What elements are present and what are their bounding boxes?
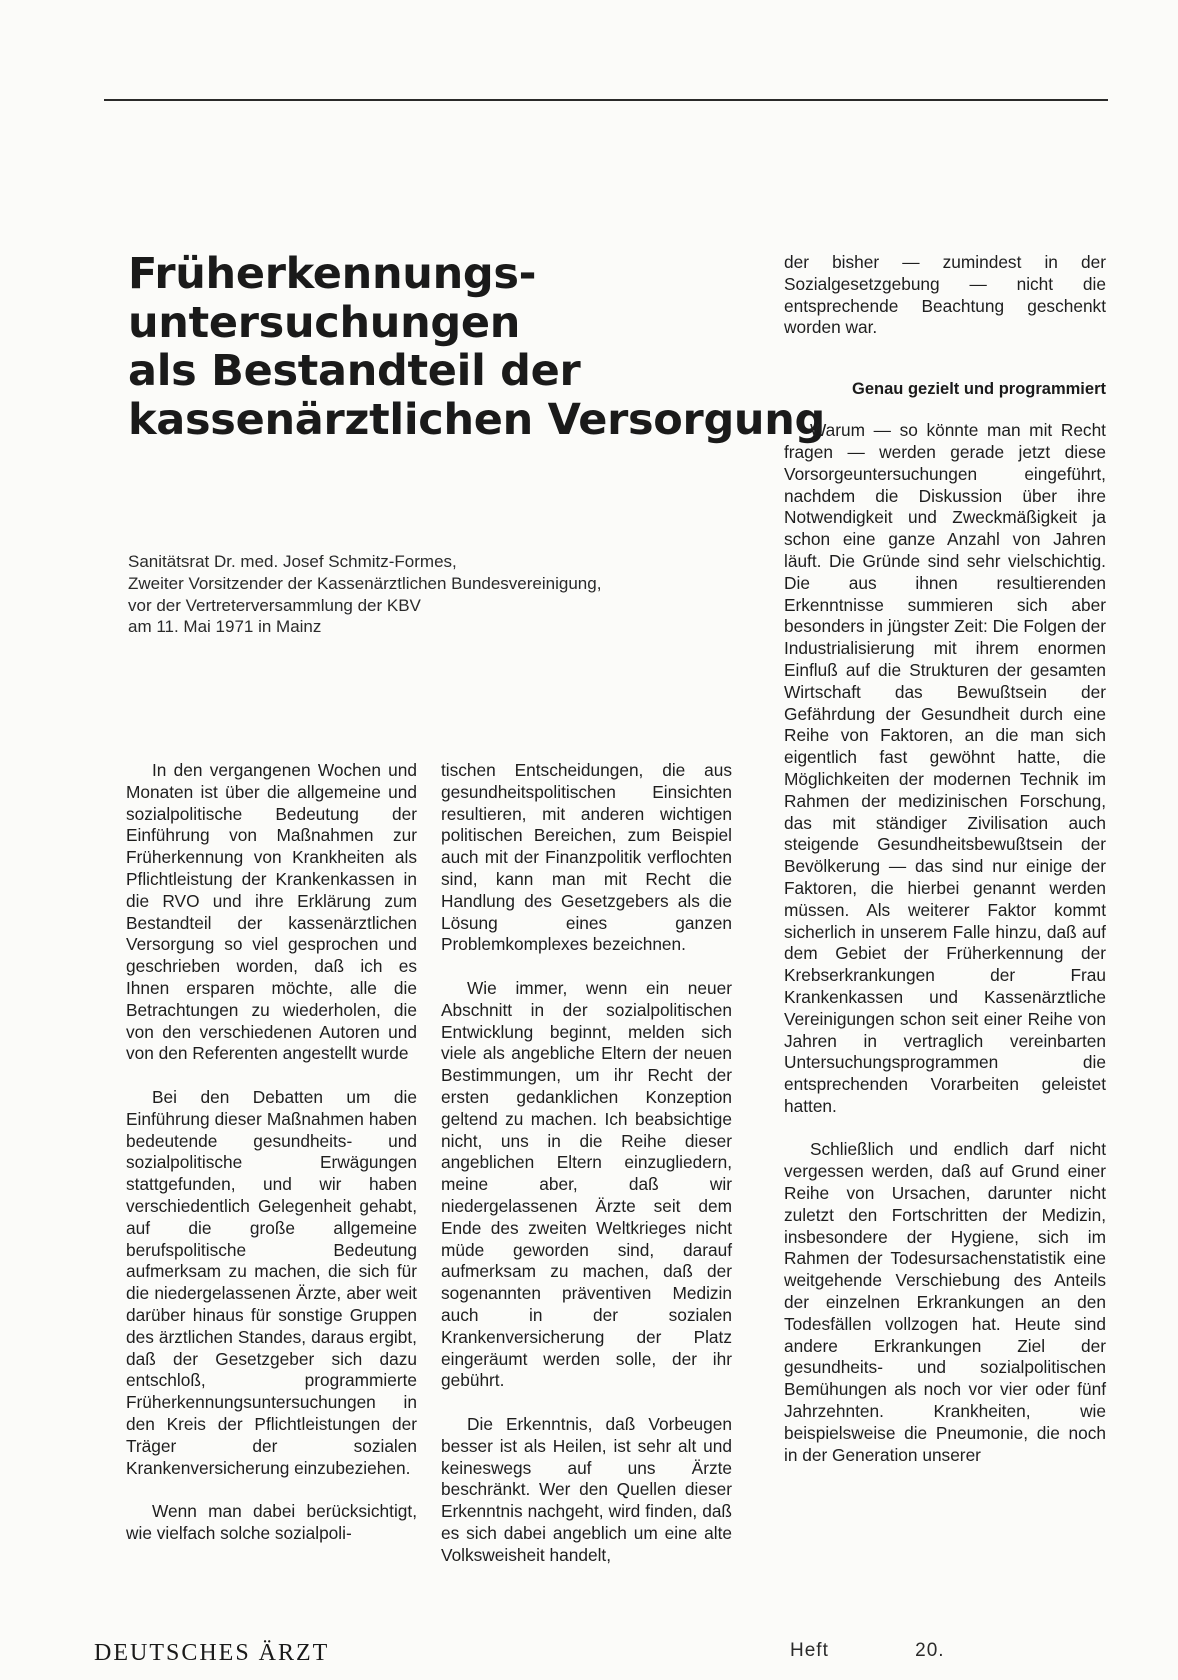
issue-info <box>790 1640 1106 1662</box>
title-line: als Bestandteil der <box>128 346 581 396</box>
title-line: Früherkennungs- <box>128 249 537 299</box>
byline-line: vor der Vertreterversammlung der KBV <box>128 595 421 615</box>
title-line: kassenärztlichen Versorgung <box>128 394 826 445</box>
author-byline <box>128 551 768 638</box>
text-column-3 <box>784 252 1106 1488</box>
paragraph-continued: tischen Entscheidungen, die aus gesundheitspolitischen Einsichten resultieren, mit anderen wichtigen politischen Bereichen, zum Beispiel auch mit der Finanzpolitik verflochten sind, kann man mit Recht die Handlung des Gesetzgebers als die Lösung eines ganzen Problemkomplexes bezeichnen. <box>441 760 732 955</box>
title-line: untersuchungen <box>128 297 521 348</box>
text-column-2 <box>441 760 732 1588</box>
section-heading: Genau gezielt und programmiert <box>852 380 1106 399</box>
issue-date: 20. <box>915 1640 945 1661</box>
paragraph: Wie immer, wenn ein neuer Abschnitt in der sozialpolitischen Entwicklung beginnt, melden sich viele als angebliche Eltern der neuen Bestimmungen, um ihr Recht der ersten gedanklichen Konzeption geltend zu machen. Ich beabsichtige nicht, uns in die Reihe dieser angeblichen Eltern einzugliedern, meine aber, daß wir niedergelassenen Ärzte seit dem Ende des zweiten Weltkrieges nicht müde geworden sind, darauf aufmerksam zu machen, daß der sogenannten präventiven Medizin auch in der sozialen Krankenversicherung der Platz eingeräumt werden solle, der ihr gebührt. <box>441 977 732 1391</box>
top-rule <box>104 99 1108 101</box>
paragraph: Wenn man dabei berücksichtigt, wie vielfach solche sozialpoli- <box>126 1501 417 1543</box>
paragraph: Die Erkenntnis, daß Vorbeugen besser ist als Heilen, ist sehr alt und keineswegs auf uns Ärzte beschränkt. Wer den Quellen dieser Erkenntnis nachgeht, wird finden, daß es sich dabei angeblich um eine alte Volksweisheit handelt, <box>441 1413 732 1565</box>
paragraph: In den vergangenen Wochen und Monaten ist über die allgemeine und sozialpolitische Bedeutung der Einführung von Maßnahmen zur Früherkennung von Krankheiten als Pflichtleistung der Krankenkassen in die RVO und ihre Erklärung zum Bestandteil der kassenärztlichen Versorgung so viel gesprochen und geschrieben worden, daß ich es Ihnen ersparen möchte, alle die Betrachtungen zu wiederholen, die von den verschiedenen Autoren und von den Referenten angestellt wurde <box>126 760 417 1064</box>
paragraph: Schließlich und endlich darf nicht vergessen werden, daß auf Grund einer Reihe von Ursachen, darunter nicht zuletzt den Fortschritten der Medizin, insbesondere der Hygiene, sich im Rahmen der Todesursachenstatistik eine weitgehende Verschiebung des Anteils der einzelnen Erkrankungen an den Todesfällen vollzogen hat. Heute sind andere Erkrankungen Ziel der gesundheits- und sozialpolitischen Bemühungen als noch vor vier oder fünf Jahrzehnten. Krankheiten, wie beispielsweise die Pneumonie, die noch in der Generation unserer <box>784 1139 1106 1465</box>
journal-name: DEUTSCHES ÄRZT <box>94 1640 330 1666</box>
byline-line: Zweiter Vorsitzender der Kassenärztlichen Bundesvereinigung, <box>128 573 602 593</box>
issue-label: Heft <box>790 1640 829 1661</box>
paragraph: Bei den Debatten um die Einführung dieser Maßnahmen haben bedeutende gesundheits- und sozialpolitische Erwägungen stattgefunden, und wir haben verschiedentlich Gelegenheit gehabt, auf die große allgemeine berufspolitische Bedeutung aufmerksam zu machen, die sich für die niedergelassenen Ärzte, aber weit darüber hinaus für sonstige Gruppen des ärztlichen Standes, daraus ergibt, daß der Gesetzgeber sich dazu entschloß, programmierte Früherkennungsuntersuchungen in den Kreis der Pflichtleistungen der Träger der sozialen Krankenversicherung einzubeziehen. <box>126 1086 417 1478</box>
paragraph-continued: der bisher — zumindest in der Sozialgesetzgebung — nicht die entsprechende Beachtung geschenkt worden war. <box>784 252 1106 338</box>
byline-line: am 11. Mai 1971 in Mainz <box>128 617 322 637</box>
article-title <box>128 249 826 445</box>
text-column-1 <box>126 760 417 1566</box>
paragraph: Warum — so könnte man mit Recht fragen — werden gerade jetzt diese Vorsorgeuntersuchungen eingeführt, nachdem die Diskussion über ihre Notwendigkeit und Zweckmäßigkeit ja schon eine ganze Anzahl von Jahren läuft. Die Gründe sind sehr vielschichtig. Die aus ihnen resultierenden Erkenntnisse summieren sich aber besonders in jüngster Zeit: Die Folgen der Industrialisierung mit ihrem enormen Einfluß auf die Strukturen der gesamten Wirtschaft das Bewußtsein der Gefährdung der Gesundheit durch eine Reihe von Faktoren, an die man sich eigentlich fast gewöhnt hatte, die Möglichkeiten der modernen Technik im Rahmen der medizinischen Forschung, das mit ständiger Zivilisation auch steigende Gesundheitsbewußtsein der Bevölkerung — das sind nur einige der Faktoren, die hierbei genannt werden müssen. Als weiterer Faktor kommt sicherlich in unserem Falle hinzu, daß auf dem Gebiet der Früherkennung der Krebserkrankungen der Frau Krankenkassen und Kassenärztliche Vereinigungen schon seit einer Reihe von Jahren in vertraglich vereinbarten Untersuchungsprogrammen die entsprechenden Vorarbeiten geleistet hatten. <box>784 420 1106 1116</box>
byline-line: Sanitätsrat Dr. med. Josef Schmitz-Formes, <box>128 552 457 571</box>
